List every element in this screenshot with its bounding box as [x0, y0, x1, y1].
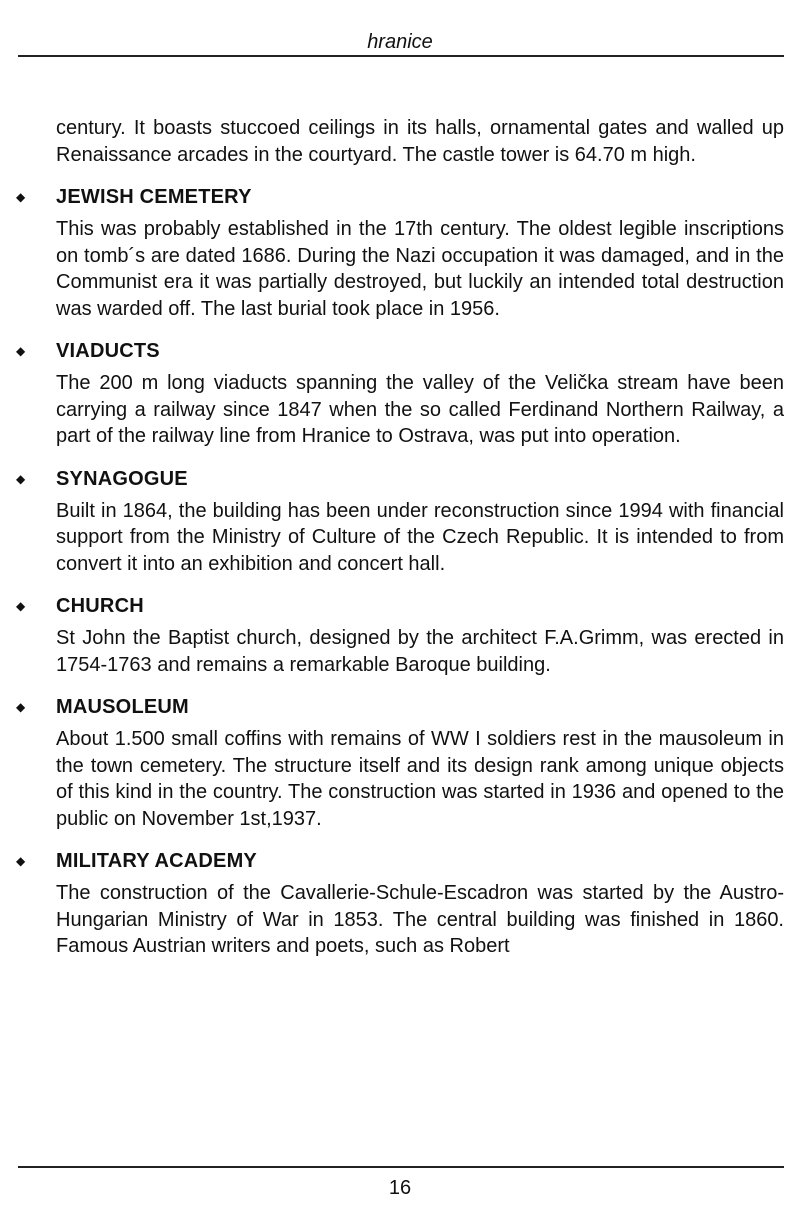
section-paragraph: This was probably established in the 17th century. The oldest legible inscriptions on tomb´s are dated 1686. During the Nazi occupation it was damaged, and in the Communist era it was partially destroyed, but luckily an intended total destruction was warded off. The last burial took place in 1956.: [56, 218, 784, 320]
diamond-bullet-icon: ◆: [16, 190, 26, 204]
section-paragraph: St John the Baptist church, designed by the architect F.A.Grimm, was erected in 1754-1763 and remains a remarkable Baroque building.: [56, 627, 784, 676]
diamond-bullet-icon: ◆: [16, 344, 26, 358]
section-church: [16, 594, 784, 678]
section-heading-text: JEWISH CEMETERY: [56, 186, 252, 208]
section-heading: [16, 695, 784, 719]
running-title: hranice: [367, 31, 433, 53]
section-heading: [16, 185, 784, 209]
section-paragraph: Built in 1864, the building has been under reconstruction since 1994 with financial support from the Ministry of Culture of the Czech Republic. It is intended to from convert it into an exhibition and concert hall.: [56, 499, 784, 575]
section-heading-text: SYNAGOGUE: [56, 467, 188, 490]
diamond-bullet-icon: ◆: [16, 854, 26, 868]
section-heading: [16, 339, 784, 363]
intro-paragraph: century. It boasts stuccoed ceilings in its halls, ornamental gates and walled up Renaissance arcades in the courtyard. The castle tower is 64.70 m high.: [56, 117, 784, 166]
page-number: 16: [388, 1177, 412, 1199]
section-heading-text: CHURCH: [56, 595, 144, 617]
section-synagogue: [16, 467, 784, 578]
section-heading-text: MAUSOLEUM: [56, 696, 189, 718]
section-heading: [16, 849, 784, 873]
section-jewish-cemetery: [16, 185, 784, 322]
section-heading: [16, 594, 784, 618]
section-mausoleum: [16, 695, 784, 832]
section-paragraph: The 200 m long viaducts spanning the valley of the Velička stream have been carrying a railway since 1847 when the so called Ferdinand Northern Railway, a part of the railway line from Hranice to Ostrava, was put into operation.: [56, 372, 784, 447]
section-heading: [16, 467, 784, 491]
diamond-bullet-icon: ◆: [16, 599, 26, 613]
footer-rule: [18, 1166, 784, 1168]
section-heading-text: VIADUCTS: [56, 340, 160, 362]
section-paragraph: About 1.500 small coffins with remains of WW I soldiers rest in the mausoleum in the town cemetery. The structure itself and its design rank among unique objects of this kind in the country. The construction was started in 1936 and opened to the public on November 1st,1937.: [56, 728, 784, 830]
section-military-academy: [16, 849, 784, 960]
section-heading-text: MILITARY ACADEMY: [56, 850, 257, 872]
section-paragraph: The construction of the Cavallerie-Schule-Escadron was started by the Austro-Hungarian Ministry of War in 1853. The central building was finished in 1860. Famous Austrian writers and poets, such as Robert: [56, 882, 784, 957]
header-rule: [18, 55, 784, 57]
page-body: [16, 115, 784, 960]
diamond-bullet-icon: ◆: [16, 700, 26, 714]
section-viaducts: [16, 339, 784, 450]
diamond-bullet-icon: ◆: [16, 471, 26, 486]
